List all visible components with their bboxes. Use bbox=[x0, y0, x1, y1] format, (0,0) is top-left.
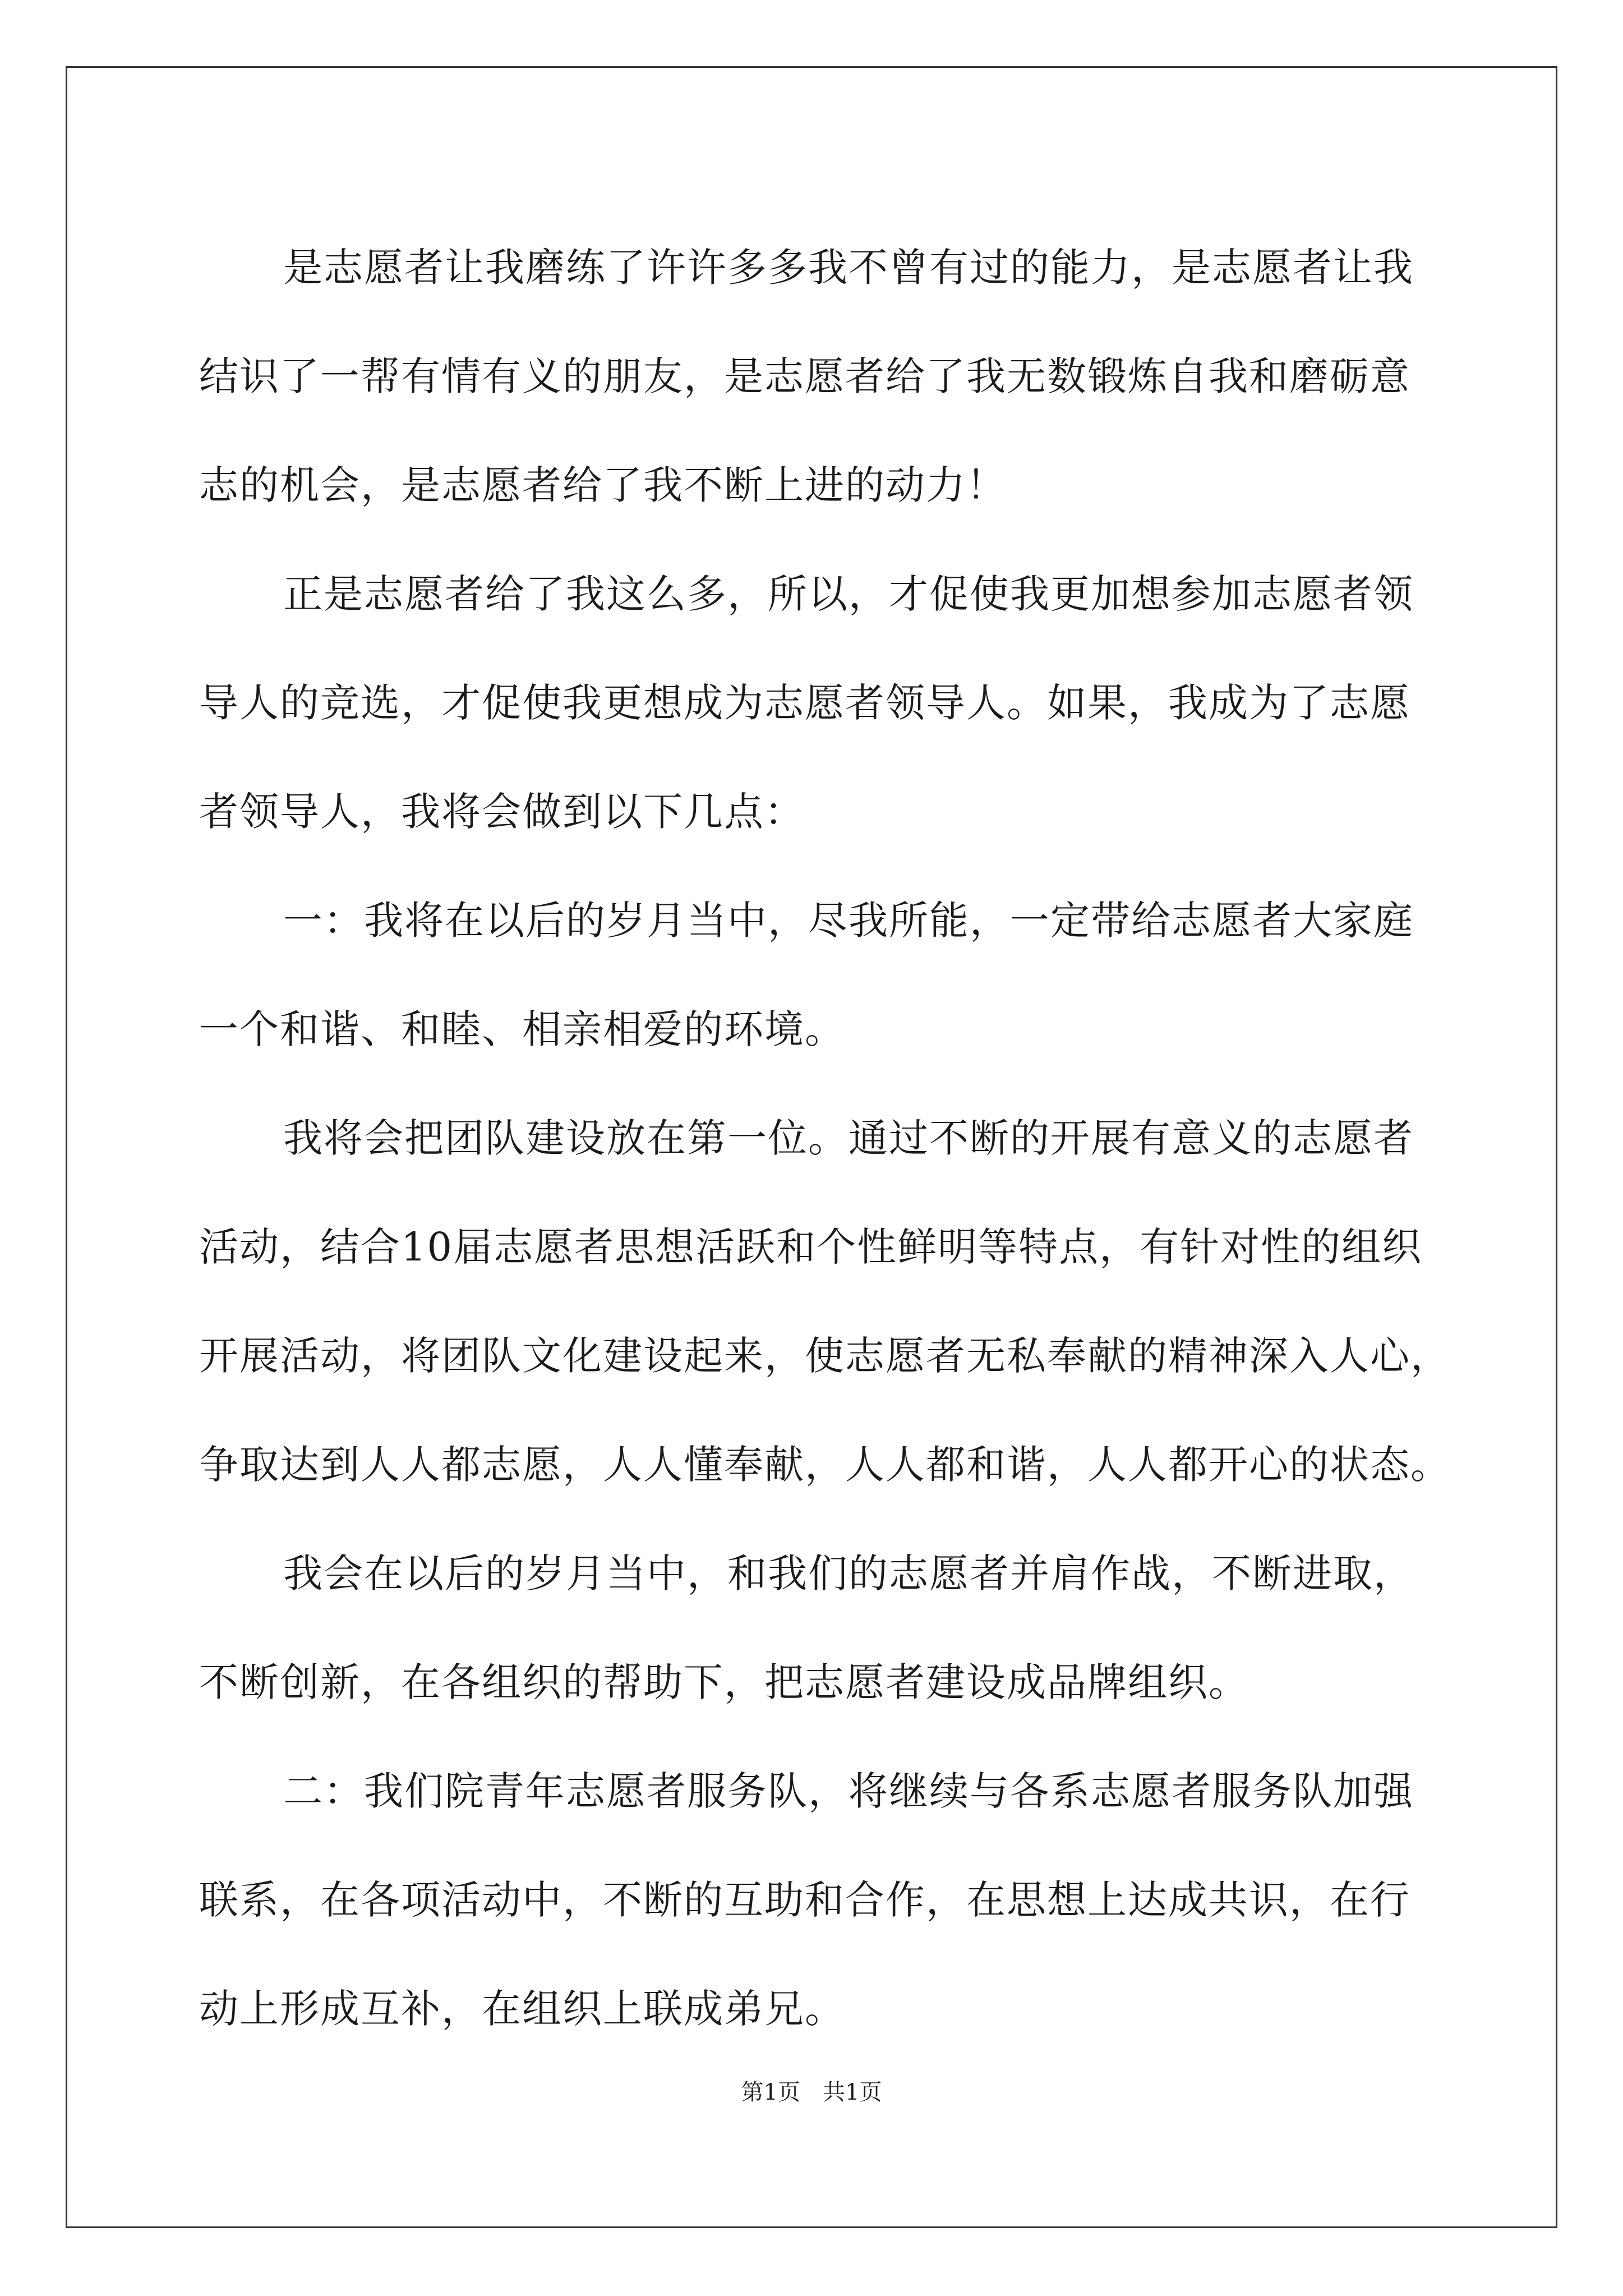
paragraph-1 bbox=[199, 213, 1433, 540]
document-body bbox=[199, 213, 1451, 2063]
text-line: 是志愿者让我磨练了许许多多我不曾有过的能力，是志愿者让我 bbox=[283, 245, 1414, 291]
text-line: 二：我们院青年志愿者服务队，将继续与各系志愿者服务队加强 bbox=[283, 1768, 1414, 1814]
text-line: 我将会把团队建设放在第一位。通过不断的开展有意义的志愿者 bbox=[283, 1115, 1414, 1161]
paragraph-3 bbox=[199, 866, 1433, 1084]
text-line: 我会在以后的岁月当中，和我们的志愿者并肩作战，不断进取， bbox=[283, 1550, 1414, 1596]
page-number: 第1页 bbox=[741, 2079, 800, 2105]
text-line: 导人的竞选，才促使我更想成为志愿者领导人。如果，我成为了志愿 bbox=[199, 680, 1410, 726]
paragraph-4 bbox=[199, 1084, 1451, 1519]
paragraph-6 bbox=[199, 1737, 1433, 2063]
text-line: 一：我将在以后的岁月当中，尽我所能，一定带给志愿者大家庭 bbox=[283, 898, 1414, 944]
text-line: 开展活动，将团队文化建设起来，使志愿者无私奉献的精神深入人心， bbox=[199, 1333, 1451, 1379]
text-line: 联系，在各项活动中，不断的互助和合作，在思想上达成共识，在行 bbox=[199, 1877, 1410, 1923]
text-line: 正是志愿者给了我这么多，所以，才促使我更加想参加志愿者领 bbox=[283, 571, 1414, 617]
text-line: 动上形成互补，在组织上联成弟兄。 bbox=[199, 1986, 845, 2032]
text-line: 争取达到人人都志愿，人人懂奉献，人人都和谐，人人都开心的状态。 bbox=[199, 1442, 1451, 1488]
total-pages: 共1页 bbox=[823, 2079, 882, 2105]
text-line: 一个和谐、和睦、相亲相爱的环境。 bbox=[199, 1006, 845, 1052]
page-footer bbox=[0, 2076, 1623, 2109]
text-line: 结识了一帮有情有义的朋友，是志愿者给了我无数锻炼自我和磨砺意 bbox=[199, 353, 1410, 399]
paragraph-5 bbox=[199, 1519, 1433, 1737]
paragraph-2 bbox=[199, 540, 1433, 866]
text-line: 活动，结合10届志愿者思想活跃和个性鲜明等特点，有针对性的组织 bbox=[199, 1224, 1423, 1270]
text-line: 不断创新，在各组织的帮助下，把志愿者建设成品牌组织。 bbox=[199, 1659, 1249, 1705]
text-line: 志的机会，是志愿者给了我不断上进的动力！ bbox=[199, 462, 1007, 508]
text-line: 者领导人，我将会做到以下几点： bbox=[199, 789, 805, 835]
